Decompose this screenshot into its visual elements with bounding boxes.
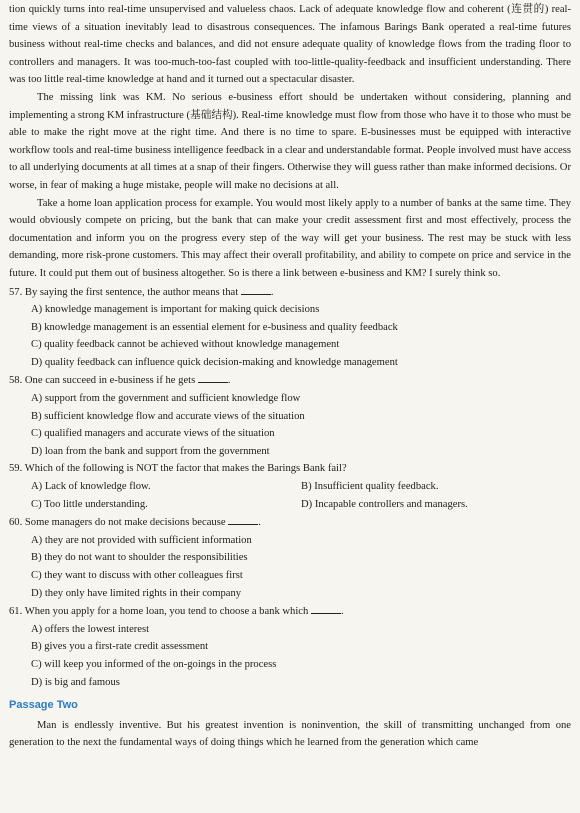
option-d[interactable]: D) quality feedback can influence quick decision-making and knowledge management [31,356,398,368]
option-a[interactable]: A) they are not provided with sufficient information [31,534,252,546]
paragraph-1: tion quickly turns into real-time unsupervised and valueless chaos. Lack of adequate knowledge flow and coherent (连贯的) real-time views of a situation inevitably lead to disastrous consequences. The infamous Barings Bank operated a real-time futures business without real-time checks and balances, and did not ensure adequate quality of knowledge flows from the trading floor to controllers and managers. It was too-much-too-fast coupled with too-little-quality-feedback and insufficient understanding. There was too little real-time knowledge at hand and it turned out a spectacular disaster. [9,4,571,86]
answer-blank [311,602,341,614]
answer-blank [198,371,228,383]
question-60 [9,513,571,602]
answer-blank [228,513,258,525]
option-c[interactable]: C) qualified managers and accurate views of the situation [31,428,275,440]
option-a[interactable]: A) offers the lowest interest [31,623,150,635]
question-59 [9,460,571,513]
question-58 [9,371,571,460]
question-stem: 61. When you apply for a home loan, you tend to choose a bank which . [9,602,571,621]
passage-two-heading: Passage Two [9,699,78,712]
question-stem: 57. By saying the first sentence, the author means that . [9,283,571,302]
option-a[interactable]: A) Lack of knowledge flow. [31,481,151,493]
option-b[interactable]: B) gives you a first-rate credit assessment [31,641,209,653]
option-c[interactable]: C) they want to discuss with other colleagues first [31,570,243,581]
option-b[interactable]: B) they do not want to shoulder the responsibilities [31,552,248,564]
option-c[interactable]: C) will keep you informed of the on-goings in the process [31,658,277,670]
option-d[interactable]: D) is big and famous [31,676,120,688]
option-b[interactable]: B) knowledge management is an essential element for e-business and quality feedback [31,321,398,333]
question-stem: 58. One can succeed in e-business if he gets . [9,371,571,390]
option-d[interactable]: D) they only have limited rights in their company [31,587,242,599]
option-d[interactable]: D) loan from the bank and support from the government [31,445,270,457]
option-d[interactable]: D) Incapable controllers and managers. [301,498,468,510]
option-a[interactable]: A) support from the government and sufficient knowledge flow [31,393,301,405]
option-c[interactable]: C) quality feedback cannot be achieved without knowledge management [31,339,340,351]
option-row [31,478,571,496]
question-57 [9,283,571,372]
passage-two-text: Man is endlessly inventive. But his greatest invention is noninvention, the skill of transmitting unchanged from one generation to the next the fundamental ways of doing things which he learned from the generation which came [9,719,571,749]
question-stem: 60. Some managers do not make decisions because . [9,513,571,532]
option-a[interactable]: A) knowledge management is important for making quick decisions [31,304,320,316]
option-row [31,496,571,514]
paragraph-2: The missing link was KM. No serious e-business effort should be undertaken without considering, planning and implementing a strong KM infrastructure (基础结构). Real-time knowledge must flow from those who have it to those who must be able to make the right move at the right time. And there is no time to spare. E-businesses must be equipped with interactive workflow tools and real-time business intelligence feedback in a clear and understandable format. People involved must have access to all underlying documents at all times at a snap of their fingers. Otherwise they will guess rather than make informed decisions. Or worse, in fear of making a huge mistake, people will make no decisions at all. [9,91,571,191]
question-61 [9,602,571,691]
option-b[interactable]: B) Insufficient quality feedback. [301,481,439,493]
answer-blank [241,283,271,295]
option-c[interactable]: C) Too little understanding. [31,498,148,510]
question-stem: 59. Which of the following is NOT the factor that makes the Barings Bank fail? [9,463,347,475]
paragraph-3: Take a home loan application process for example. You would most likely apply to a number of banks at the same time. They would obviously compete on pricing, but the bank that can make your credit assessment first and most effectively, process the documentation and inform you on the progress every step of the way will get your business. The rest may be stuck with less demanding, more risk-prone customers. This may affect their overall profitability, and ability to compete on price and service in the future. It could put them out of business altogether. So is there a link between e-business and KM? I surely think so. [9,197,571,279]
option-b[interactable]: B) sufficient knowledge flow and accurate views of the situation [31,410,305,422]
